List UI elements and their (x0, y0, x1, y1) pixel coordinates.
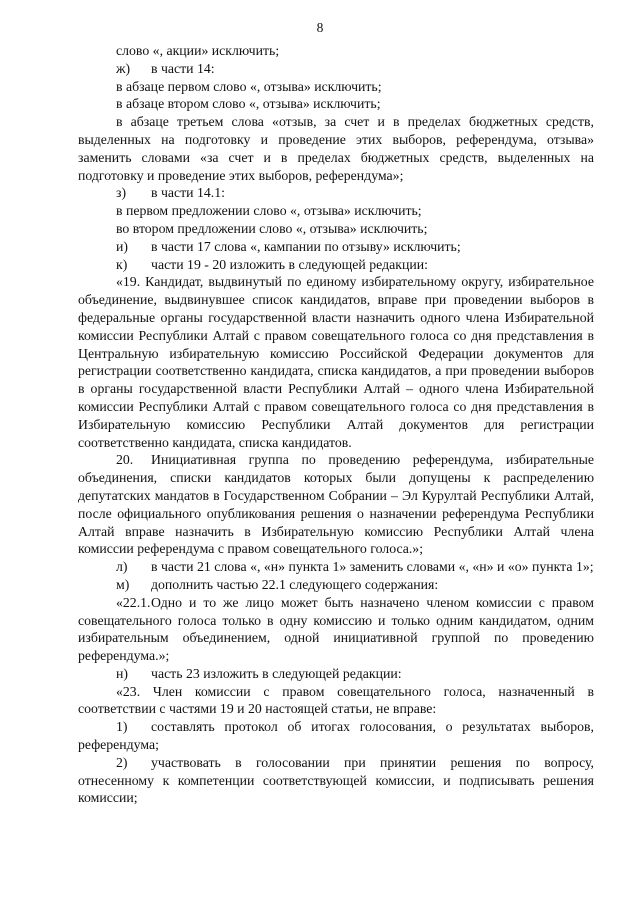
list-item-marker: «22.1. (116, 594, 151, 610)
list-item-text: в части 14: (151, 60, 215, 76)
list-item-text: участвовать в голосовании при принятии решения по вопросу, отнесенному к компетенции соответствующей комиссии, и подписывать решения комиссии; (78, 754, 594, 806)
list-item-marker: к) (116, 256, 128, 272)
list-item (78, 238, 594, 256)
list-item (78, 718, 594, 754)
page-number: 8 (316, 20, 324, 35)
list-item (78, 594, 594, 665)
list-item (78, 558, 594, 576)
list-item-marker: н) (116, 665, 128, 681)
paragraph: «23. Член комиссии с правом совещательного голоса, назначенный в соответствии с частями 19 и 20 настоящей статьи, не вправе: (78, 683, 594, 717)
list-item-marker: и) (116, 238, 128, 254)
list-item (78, 451, 594, 558)
list-item-text: в части 17 слова «, кампании по отзыву» исключить; (151, 238, 461, 254)
list-item-text: Одно и то же лицо может быть назначено членом комиссии с правом совещательного голоса только в одну комиссию и только одним кандидатом, одним избирательным объединением, одной инициативной группой по проведению референдума.»; (78, 594, 594, 664)
list-item-marker: м) (116, 576, 130, 592)
list-item-text: в части 14.1: (151, 185, 225, 201)
paragraph: в первом предложении слово «, отзыва» исключить; (116, 203, 422, 219)
document-body (78, 42, 594, 807)
paragraph: в абзаце втором слово «, отзыва» исключить; (116, 96, 381, 112)
list-item-marker: ж) (116, 60, 131, 76)
list-item (78, 576, 594, 594)
list-item-text: составлять протокол об итогах голосования, о результатах выборов, референдума; (78, 719, 594, 753)
list-item-text: Инициативная группа по проведению референдума, избирательные объединения, списки кандидатов которых были допущены к распределению депутатских мандатов в Государственном Собрании – Эл Курултай Республики Алтай, после официального опубликования решения о назначении референдума Республики Алтай вправе назначить в Избирательную комиссию Республики Алтай члена комиссии референдума с правом совещательного голоса.»; (78, 452, 594, 557)
list-item (78, 184, 594, 202)
list-item-text: дополнить частью 22.1 следующего содержания: (151, 576, 439, 592)
paragraph: слово «, акции» исключить; (116, 43, 280, 58)
list-item (78, 256, 594, 274)
list-item (78, 754, 594, 807)
list-item (78, 665, 594, 683)
list-item-text: часть 23 изложить в следующей редакции: (151, 665, 402, 681)
list-item-marker: з) (116, 185, 127, 201)
list-item-marker: 1) (116, 719, 128, 735)
paragraph: «19. Кандидат, выдвинутый по единому избирательному округу, избирательное объединение, выдвинувшее список кандидатов, вправе при проведении выборов в федеральные органы государственной власти назначить одного члена Избирательной комиссии Республики Алтай с правом совещательного голоса со дня представления в Центральную избирательную комиссию Российской Федерации документов для регистрации соответственно кандидата, списка кандидатов, а при проведении выборов в органы государственной власти Республики Алтай – одного члена Избирательной комиссии Республики Алтай с правом совещательного голоса со дня представления в Избирательную комиссию Республики Алтай документов для регистрации соответственно кандидата, списка кандидатов. (78, 274, 594, 450)
list-item-text: в части 21 слова «, «н» пункта 1» заменить словами «, «н» и «о» пункта 1»; (151, 559, 594, 575)
list-item (78, 60, 594, 78)
list-item-text: части 19 - 20 изложить в следующей редакции: (151, 256, 428, 272)
list-item-marker: л) (116, 559, 128, 575)
paragraph: в абзаце первом слово «, отзыва» исключить; (116, 78, 382, 94)
list-item-marker: 20. (116, 452, 134, 468)
paragraph: в абзаце третьем слова «отзыв, за счет и в пределах бюджетных средств, выделенных на подготовку и проведение этих выборов, референдума, отзыва» заменить словами «за счет и в пределах бюджетных средств, выделенных на подготовку и проведение этих выборов, референдума»; (78, 114, 594, 183)
list-item-marker: 2) (116, 754, 128, 770)
paragraph: во втором предложении слово «, отзыва» исключить; (116, 220, 428, 236)
